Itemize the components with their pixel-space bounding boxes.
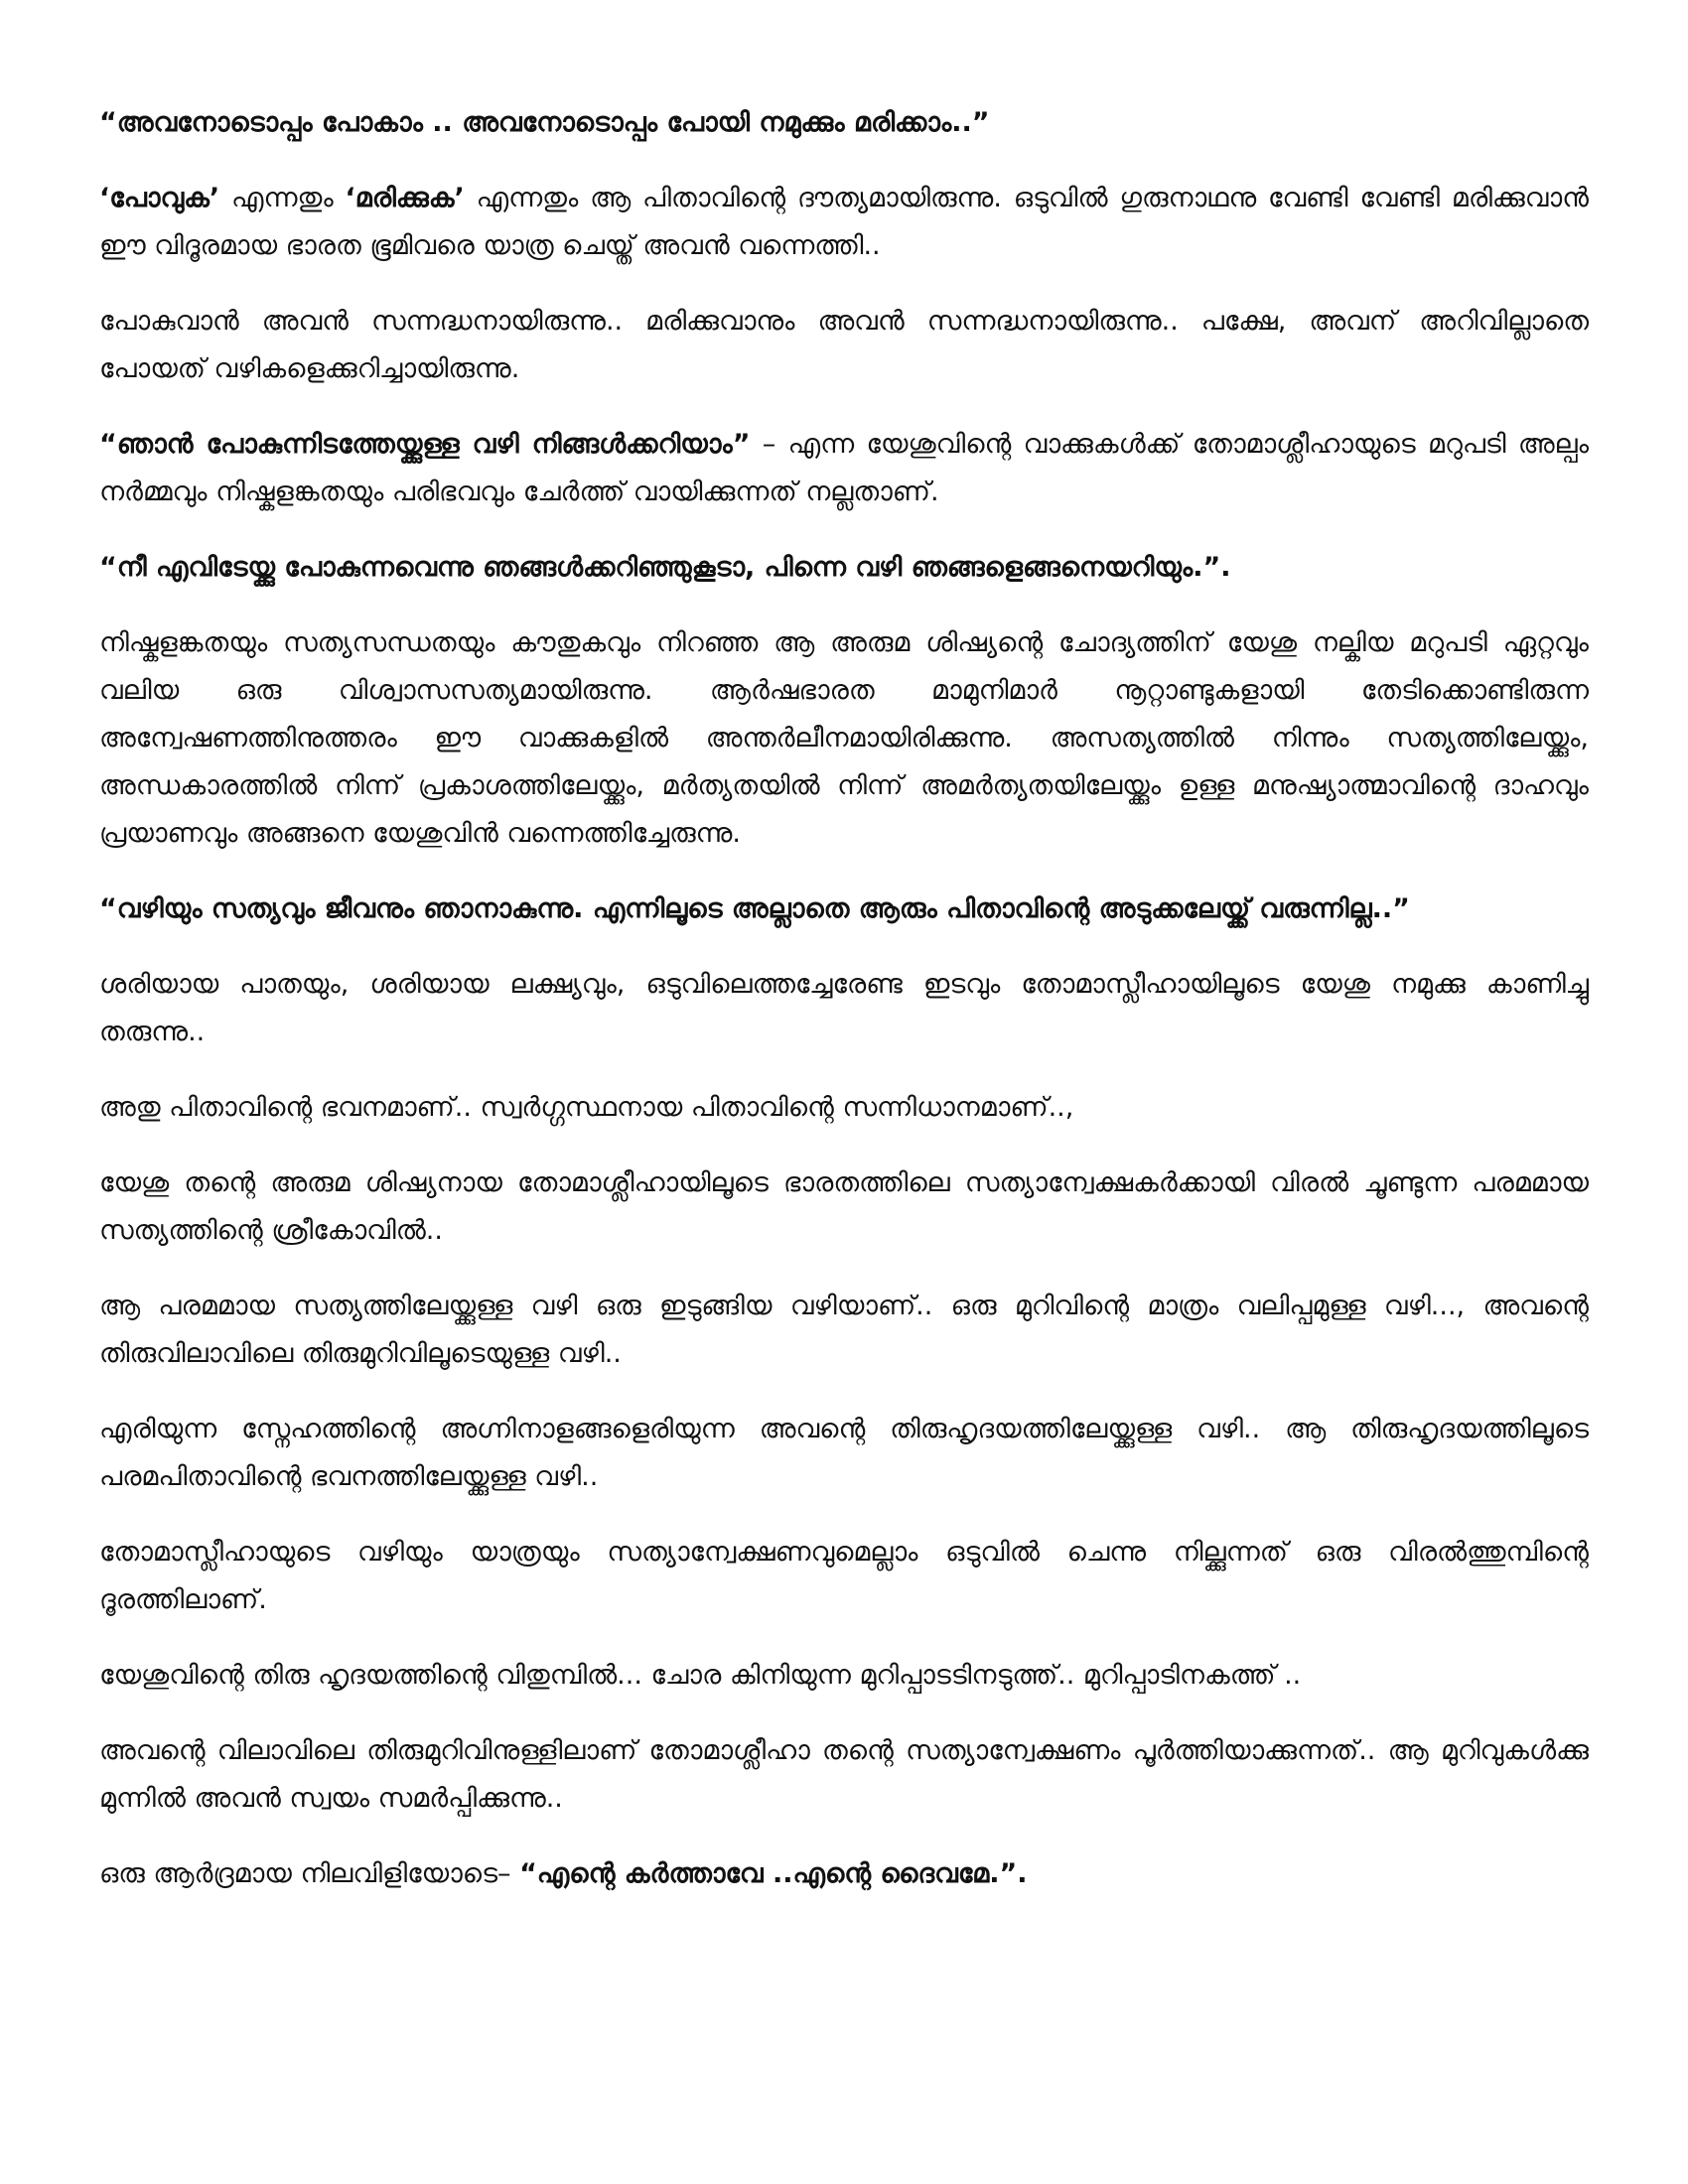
document-page bbox=[99, 99, 1589, 2085]
paragraph-3: പോകുവാൻ അവൻ സന്നദ്ധനായിരുന്നു.. മരിക്കുവാനും അവൻ സന്നദ്ധനായിരുന്നു.. പക്ഷേ, അവന് അറിവില്ലാതെ പോയത് വഴികളെക്കുറിച്ചായിരുന്നു. bbox=[99, 306, 1589, 384]
paragraph-16 bbox=[99, 1850, 1589, 1898]
paragraph-4 bbox=[99, 421, 1589, 516]
quote-marikkuka: ‘മരിക്കുക’ bbox=[345, 183, 465, 213]
paragraph-15: അവന്റെ വിലാവിലെ തിരുമുറിവിനുള്ളിലാണ് തോമാശ്ലീഹാ തന്റെ സത്യാന്വേക്ഷണം പൂർത്തിയാക്കുന്നത്.. ആ മുറിവുകൾക്കു മുന്നിൽ അവൻ സ്വയം സമർപ്പിക്കുന്നു.. bbox=[99, 1735, 1589, 1814]
paragraph-10: യേശു തന്റെ അരുമ ശിഷ്യനായ തോമാശ്ലീഹായിലൂടെ ഭാരതത്തിലെ സത്യാന്വേക്ഷകർക്കായി വിരൽ ചൂണ്ടുന്ന പരമമായ സത്യത്തിന്റെ ശ്രീകോവിൽ.. bbox=[99, 1167, 1589, 1246]
paragraph-6: നിഷ്കളങ്കതയും സത്യസന്ധതയും കൗതുകവും നിറഞ്ഞ ആ അരുമ ശിഷ്യന്റെ ചോദ്യത്തിന് യേശു നല്കിയ മറുപടി ഏറ്റവും വലിയ ഒരു വിശ്വാസസത്യമായിരുന്നു. ആർഷഭാരത മാമുനിമാർ നൂറ്റാണ്ടുകളായി തേടിക്കൊണ്ടിരുന്ന അന്വേഷണത്തിനുത്തരം ഈ വാക്കുകളിൽ അന്തർലീനമായിരിക്കുന്നു. അസത്യത്തിൽ നിന്നും സത്യത്തിലേയ്ക്കും, അന്ധകാരത്തിൽ നിന്ന് പ്രകാശത്തിലേയ്ക്കും, മർത്യതയിൽ നിന്ന് അമർത്യതയിലേയ്ക്കും ഉള്ള മനുഷ്യാത്മാവിന്റെ ദാഹവും പ്രയാണവും അങ്ങനെ യേശുവിൻ വന്നെത്തിച്ചേരുന്നു. bbox=[99, 627, 1589, 849]
quote-jesus-way: “ഞാൻ പോകുന്നിടത്തേയ്ക്കുള്ള വഴി നിങ്ങൾക്കറിയാം” bbox=[99, 429, 751, 460]
paragraph-8: ശരിയായ പാതയും, ശരിയായ ലക്ഷ്യവും, ഒടുവിലെത്തച്ചേരേണ്ട ഇടവും തോമാസ്ലീഹായിലൂടെ യേശു നമുക്കു കാണിച്ചു തരുന്നു.. bbox=[99, 969, 1589, 1047]
quote-paragraph-5: “നീ എവിടേയ്ക്കു പോകുന്നവെന്നു ഞങ്ങൾക്കറിഞ്ഞുകൂടാ, പിന്നെ വഴി ഞങ്ങളെങ്ങനെയറിയും.”. bbox=[99, 552, 1231, 583]
paragraph-13: തോമാസ്ലീഹായുടെ വഴിയും യാത്രയും സത്യാന്വേക്ഷണവുമെല്ലാം ഒടുവിൽ ചെന്നു നില്ക്കുന്നത് ഒരു വിരൽത്തുമ്പിന്റെ ദൂരത്തിലാണ്. bbox=[99, 1537, 1589, 1615]
paragraph-16-text: ഒരു ആർദ്രമായ നിലവിളിയോടെ– bbox=[99, 1858, 520, 1889]
paragraph-2-text-a: എന്നതും bbox=[219, 183, 346, 213]
paragraph-11: ആ പരമമായ സത്യത്തിലേയ്ക്കുള്ള വഴി ഒരു ഇടുങ്ങിയ വഴിയാണ്.. ഒരു മുറിവിന്റെ മാത്രം വലിപ്പമുള്ള വഴി..., അവന്റെ തിരുവിലാവിലെ തിരുമുറിവിലൂടെയുള്ള വഴി.. bbox=[99, 1291, 1589, 1369]
paragraph-2 bbox=[99, 175, 1589, 270]
paragraph-4-text: – എന്ന യേശുവിന്റെ വാക്കുകൾക്ക് തോമാശ്ലീഹായുടെ മറുപടി അല്പം നർമ്മവും നിഷ്കളങ്കതയും പരിഭവവും ചേർത്ത് വായിക്കുന്നത് നല്ലതാണ്. bbox=[99, 429, 1589, 507]
quote-my-lord: “എന്റെ കർത്താവേ ..എന്റെ ദൈവമേ.”. bbox=[519, 1858, 1028, 1889]
paragraph-2-text-b: എന്നതും ആ പിതാവിന്റെ ദൗത്യമായിരുന്നു. ഒടുവിൽ ഗുരുനാഥനു വേണ്ടി വേണ്ടി മരിക്കുവാൻ ഈ വിദൂരമായ ഭാരത ഭൂമിവരെ യാത്ര ചെയ്ത് അവൻ വന്നെത്തി.. bbox=[99, 183, 1589, 261]
quote-povuka: ‘പോവുക’ bbox=[99, 183, 220, 213]
paragraph-9: അതു പിതാവിന്റെ ഭവനമാണ്.. സ്വർഗ്ഗസ്ഥനായ പിതാവിന്റെ സന്നിധാനമാണ്.., bbox=[99, 1092, 1074, 1123]
paragraph-14: യേശുവിന്റെ തിരു ഹൃദയത്തിന്റെ വിതുമ്പിൽ... ചോര കിനിയുന്ന മുറിപ്പാടടിനടുത്ത്.. മുറിപ്പാടിനകത്ത് .. bbox=[99, 1660, 1302, 1691]
quote-paragraph-1: “അവനോടൊപ്പം പോകാം .. അവനോടൊപ്പം പോയി നമുക്കും മരിക്കാം..” bbox=[99, 107, 990, 138]
paragraph-12: എരിയുന്ന സ്നേഹത്തിന്റെ അഗ്നിനാളങ്ങളെരിയുന്ന അവന്റെ തിരുഹൃദയത്തിലേയ്ക്കുള്ള വഴി.. ആ തിരുഹൃദയത്തിലൂടെ പരമപിതാവിന്റെ ഭവനത്തിലേയ്ക്കുള്ള വഴി.. bbox=[99, 1414, 1589, 1492]
quote-paragraph-7: “വഴിയും സത്യവും ജീവനും ഞാനാകുന്നു. എന്നിലൂടെ അല്ലാതെ ആരും പിതാവിന്റെ അടുക്കലേയ്ക്ക് വരുന്നില്ല..” bbox=[99, 893, 1410, 924]
